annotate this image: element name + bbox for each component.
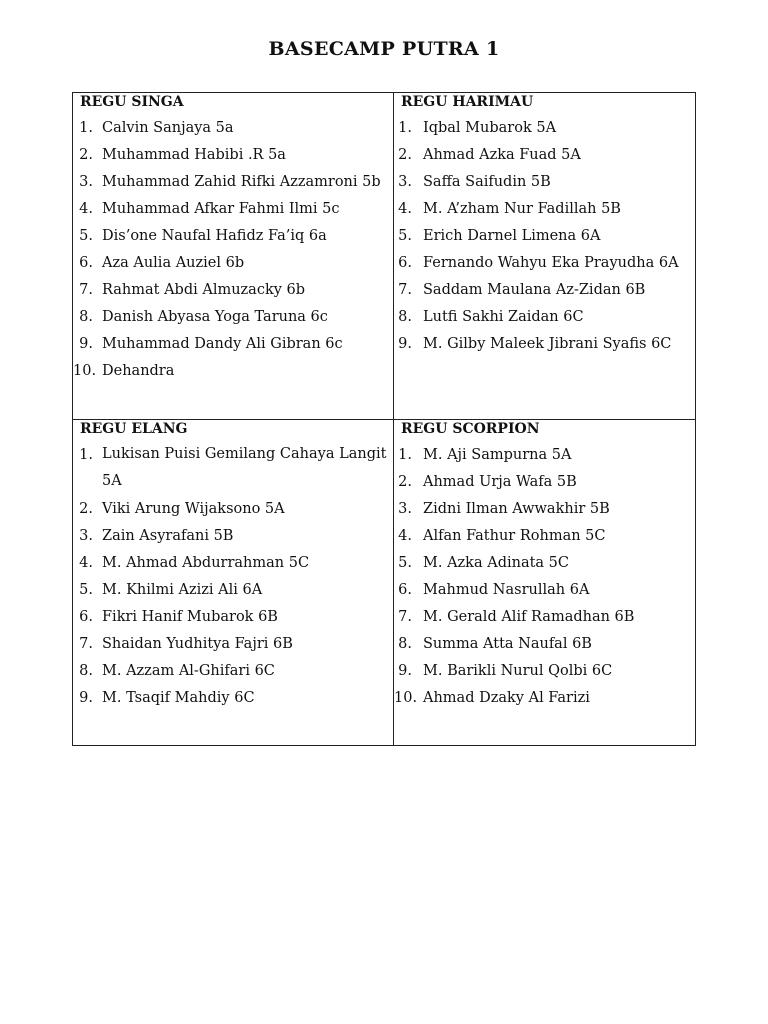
- team-cell-singa: [73, 93, 393, 419]
- member-name: Viki Arung Wijaksono 5A: [102, 501, 285, 517]
- member-name: M. Azzam Al-Ghifari 6C: [102, 663, 275, 679]
- member-name: Muhammad Afkar Fahmi Ilmi 5c: [102, 201, 340, 217]
- member-name: M. Tsaqif Mahdiy 6C: [102, 690, 255, 706]
- member-number: 6.: [398, 255, 412, 271]
- member-name: Dehandra: [102, 363, 175, 379]
- member-number: 2.: [398, 474, 412, 490]
- member-name: M. Gilby Maleek Jibrani Syafis 6C: [423, 336, 672, 352]
- member-number: 3.: [79, 528, 93, 544]
- member-name: Fernando Wahyu Eka Prayudha 6A: [423, 255, 679, 271]
- member-name: Lutfi Sakhi Zaidan 6C: [423, 309, 584, 325]
- member-number: 4.: [398, 528, 412, 544]
- member-number: 2.: [79, 501, 93, 517]
- member-number: 5.: [398, 555, 412, 571]
- member-number: 4.: [398, 201, 412, 217]
- member-number: 7.: [398, 609, 412, 625]
- member-number: 8.: [398, 309, 412, 325]
- member-number: 7.: [398, 282, 412, 298]
- member-name: Iqbal Mubarok 5A: [423, 120, 557, 136]
- member-number: 2.: [398, 147, 412, 163]
- member-number: 1.: [398, 447, 412, 463]
- member-number: 9.: [398, 663, 412, 679]
- member-name: Alfan Fathur Rohman 5C: [423, 528, 606, 544]
- team-cell-harimau: [394, 93, 696, 419]
- member-number: 8.: [79, 309, 93, 325]
- member-name: Fikri Hanif Mubarok 6B: [102, 609, 278, 625]
- member-name: Lukisan Puisi Gemilang Cahaya Langit 5A: [102, 446, 387, 489]
- member-number: 7.: [79, 636, 93, 652]
- member-number: 5.: [79, 582, 93, 598]
- member-name: Mahmud Nasrullah 6A: [423, 582, 590, 598]
- member-name: Muhammad Zahid Rifki Azzamroni 5b: [102, 174, 381, 190]
- member-number: 10.: [73, 363, 97, 379]
- member-number: 1.: [398, 120, 412, 136]
- member-name: Muhammad Habibi .R 5a: [102, 147, 286, 163]
- member-name: Aza Aulia Auziel 6b: [102, 255, 245, 271]
- member-number: 4.: [79, 201, 93, 217]
- member-name: Ahmad Urja Wafa 5B: [423, 474, 577, 490]
- member-name: Zain Asyrafani 5B: [102, 528, 234, 544]
- member-name: Rahmat Abdi Almuzacky 6b: [102, 282, 306, 298]
- member-name: Calvin Sanjaya 5a: [102, 120, 234, 136]
- member-name: Erich Darnel Limena 6A: [423, 228, 601, 244]
- member-name: M. Aji Sampurna 5A: [423, 447, 572, 463]
- member-name: M. Ahmad Abdurrahman 5C: [102, 555, 310, 571]
- member-number: 9.: [79, 336, 93, 352]
- member-name: Saddam Maulana Az-Zidan 6B: [423, 282, 646, 298]
- member-name: M. Gerald Alif Ramadhan 6B: [423, 609, 635, 625]
- member-name: Muhammad Dandy Ali Gibran 6c: [102, 336, 343, 352]
- team-cell-elang: [73, 420, 393, 746]
- member-number: 8.: [398, 636, 412, 652]
- team-name: REGU ELANG: [80, 421, 188, 437]
- member-number: 1.: [79, 447, 93, 463]
- member-name: Ahmad Dzaky Al Farizi: [423, 690, 590, 706]
- member-name: Ahmad Azka Fuad 5A: [423, 147, 581, 163]
- member-number: 5.: [79, 228, 93, 244]
- team-name: REGU HARIMAU: [401, 94, 534, 110]
- member-name: Dis’one Naufal Hafidz Fa’iq 6a: [102, 228, 327, 244]
- team-name: REGU SCORPION: [401, 421, 540, 437]
- member-number: 9.: [79, 690, 93, 706]
- member-name: Zidni Ilman Awwakhir 5B: [423, 501, 610, 517]
- team-table: [72, 92, 696, 746]
- member-number: 7.: [79, 282, 93, 298]
- member-number: 3.: [79, 174, 93, 190]
- member-number: 3.: [398, 501, 412, 517]
- member-name: Shaidan Yudhitya Fajri 6B: [102, 636, 293, 652]
- member-number: 10.: [394, 690, 418, 706]
- member-number: 6.: [79, 609, 93, 625]
- member-number: 6.: [398, 582, 412, 598]
- member-number: 4.: [79, 555, 93, 571]
- member-name: M. Barikli Nurul Qolbi 6C: [423, 663, 613, 679]
- page-title: BASECAMP PUTRA 1: [268, 38, 500, 60]
- team-cell-scorpion: [394, 420, 696, 746]
- member-number: 8.: [79, 663, 93, 679]
- member-number: 2.: [79, 147, 93, 163]
- team-name: REGU SINGA: [80, 94, 184, 110]
- member-number: 9.: [398, 336, 412, 352]
- member-number: 6.: [79, 255, 93, 271]
- member-name: Summa Atta Naufal 6B: [423, 636, 592, 652]
- member-number: 3.: [398, 174, 412, 190]
- member-name: Danish Abyasa Yoga Taruna 6c: [102, 309, 328, 325]
- member-name: M. A’zham Nur Fadillah 5B: [423, 201, 621, 217]
- member-name: Saffa Saifudin 5B: [423, 174, 551, 190]
- member-name: M. Azka Adinata 5C: [423, 555, 569, 571]
- member-number: 1.: [79, 120, 93, 136]
- member-number: 5.: [398, 228, 412, 244]
- member-name: M. Khilmi Azizi Ali 6A: [102, 582, 263, 598]
